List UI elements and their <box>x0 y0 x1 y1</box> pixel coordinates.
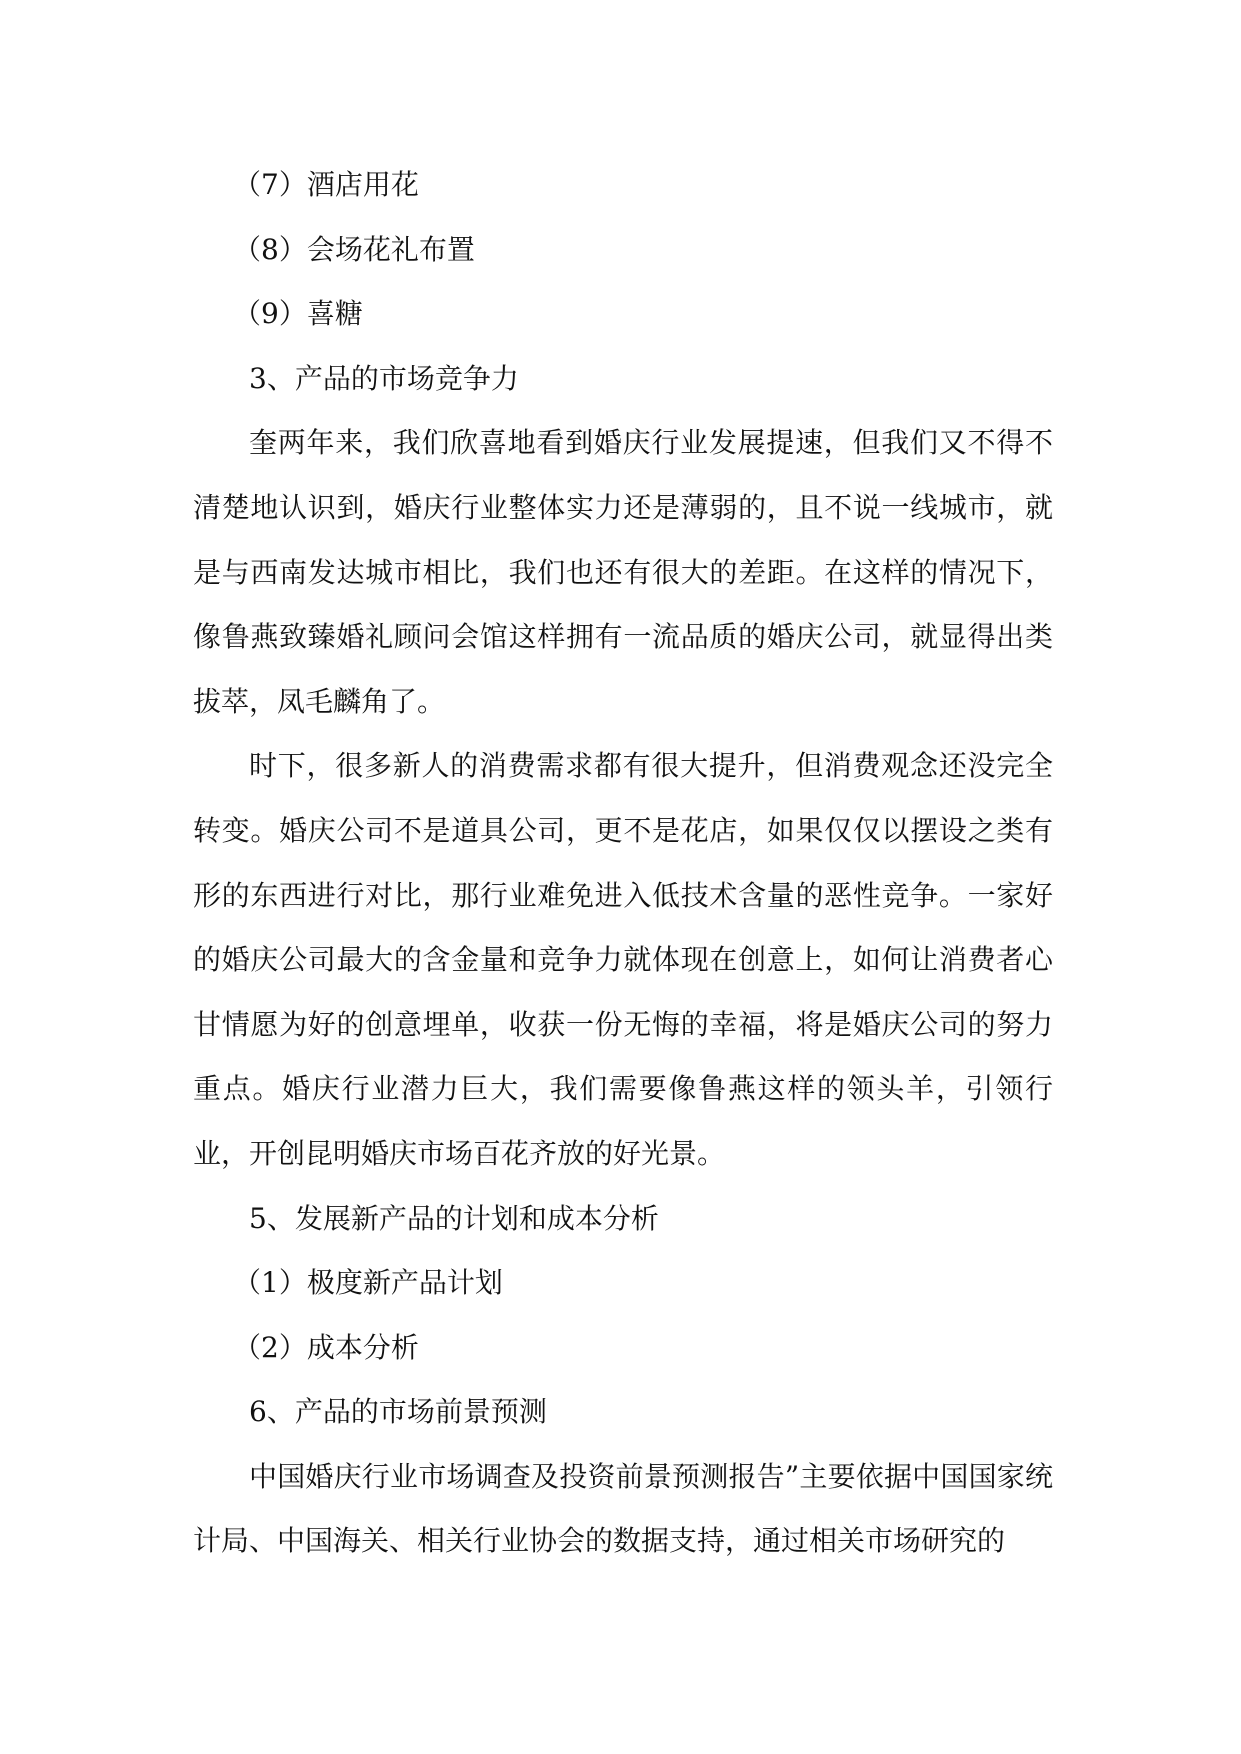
list-item-hotel-flowers: （7）酒店用花 <box>233 168 419 201</box>
section-heading-competitiveness: 3、产品的市场竞争力 <box>249 361 519 395</box>
document-page <box>193 153 1053 1574</box>
paragraph-market-report: 中国婚庆行业市场调查及投资前景预测报告”主要依据中国国家统计局、中国海关、相关行业协会的数据支持，通过相关市场研究的 <box>193 1459 1053 1558</box>
list-item-new-product-plan: （1）极度新产品计划 <box>233 1266 503 1300</box>
list-item-cost-analysis: （2）成本分析 <box>233 1330 419 1364</box>
section-heading-market-forecast: 6、产品的市场前景预测 <box>249 1395 547 1429</box>
list-item-venue-floral: （8）会场花礼布置 <box>233 232 475 266</box>
list-item-wedding-candy: （9）喜糖 <box>233 297 363 331</box>
paragraph-industry-status: 奎两年来，我们欣喜地看到婚庆行业发展提速，但我们又不得不清楚地认识到，婚庆行业整体实力还是薄弱的，且不说一线城市，就是与西南发达城市相比，我们也还有很大的差距。在这样的情况下，像鲁燕致臻婚礼顾问会馆这样拥有一流品质的婚庆公司，就显得出类拔萃，凤毛麟角了。 <box>193 426 1053 718</box>
paragraph-consumer-demand: 时下，很多新人的消费需求都有很大提升，但消费观念还没完全转变。婚庆公司不是道具公司，更不是花店，如果仅仅以摆设之类有形的东西进行对比，那行业难免进入低技术含量的恶性竞争。一家好的婚庆公司最大的含金量和竞争力就体现在创意上，如何让消费者心甘情愿为好的创意埋单，收获一份无悔的幸福，将是婚庆公司的努力重点。婚庆行业潜力巨大，我们需要像鲁燕这样的领头羊，引领行业，开创昆明婚庆市场百花齐放的好光景。 <box>193 749 1053 1170</box>
section-heading-new-products: 5、发展新产品的计划和成本分析 <box>249 1201 659 1235</box>
